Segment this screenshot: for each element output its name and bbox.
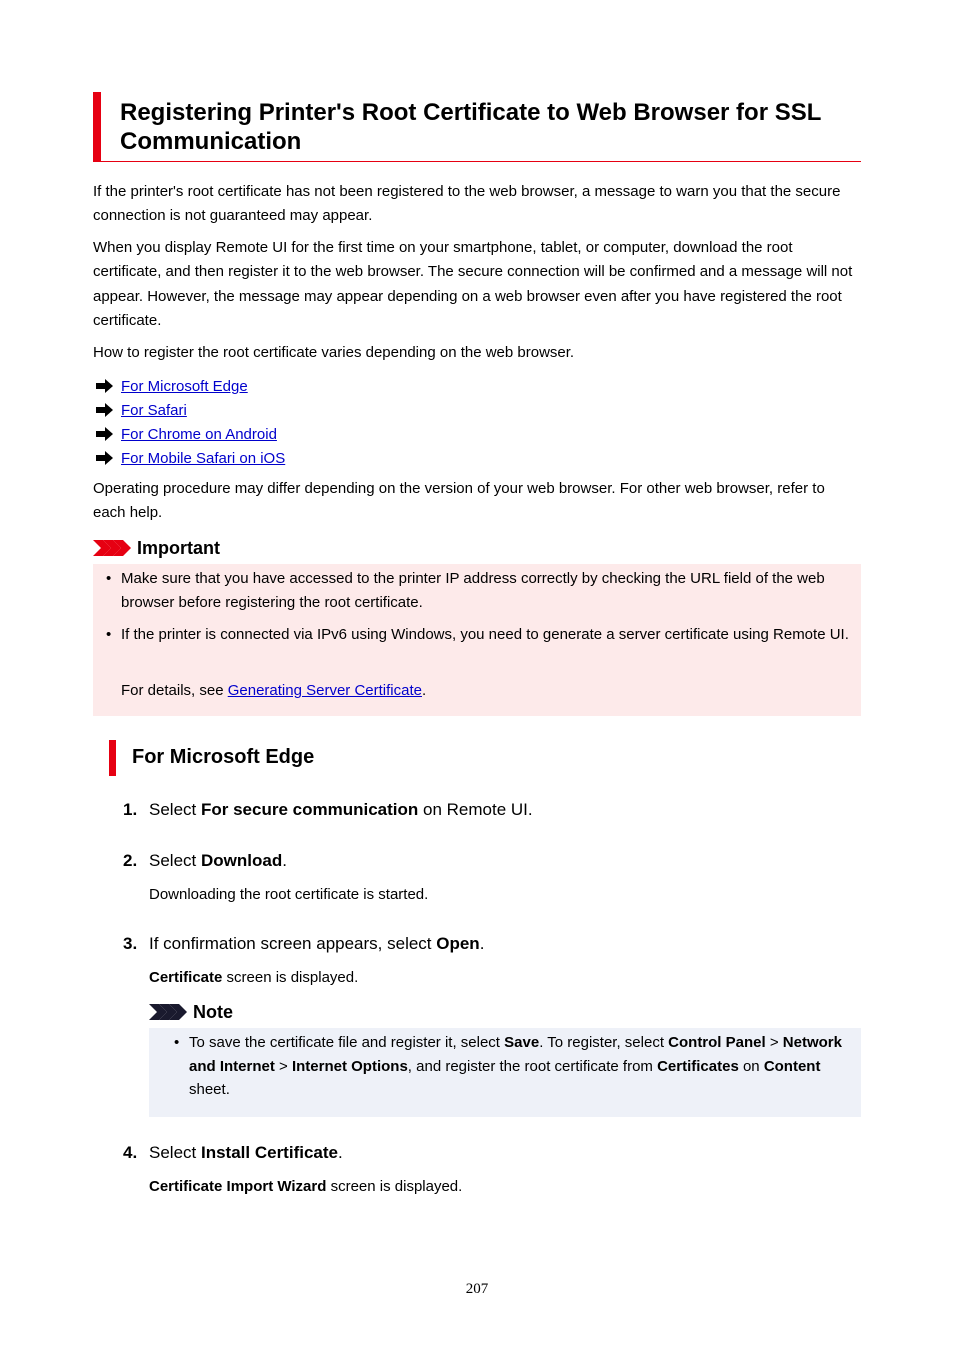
step-number: 1. <box>123 800 138 819</box>
link-generating-server-certificate[interactable]: Generating Server Certificate <box>227 682 422 699</box>
ui-term: Install Certificate <box>200 1143 338 1162</box>
ui-term: Download <box>200 851 283 870</box>
step-2-description: Downloading the root certificate is started. <box>149 886 429 903</box>
important-label: Important <box>137 537 220 558</box>
browser-link-list <box>93 374 493 470</box>
page-number: 207 <box>465 1281 489 1297</box>
page-title: Registering Printer's Root Certificate to Web Browser for SSL Communication <box>93 92 861 162</box>
link-safari[interactable]: For Safari <box>121 401 187 419</box>
link-chrome-android[interactable]: For Chrome on Android <box>121 425 277 443</box>
arrow-right-icon <box>96 403 113 417</box>
important-details <box>121 679 851 703</box>
step-4-description: Certificate Import Wizard screen is displayed. <box>149 1178 463 1195</box>
important-item-1: Make sure that you have accessed to the printer IP address correctly by checking the URL field of the web browser before registering the root certificate. <box>121 570 825 612</box>
step-2: 2. Select Download. <box>123 849 287 873</box>
link-mobile-safari-ios[interactable]: For Mobile Safari on iOS <box>121 449 286 467</box>
note-box <box>149 1028 861 1117</box>
details-suffix: . <box>421 682 427 699</box>
link-microsoft-edge[interactable]: For Microsoft Edge <box>121 377 248 395</box>
intro-paragraph-2: When you display Remote UI for the first time on your smartphone, tablet, or computer, download the root certificate, and then register it to the web browser. The secure connection will be confirmed and a message will not appear. However, the message may appear depending on a web browser even after you have registered the root certificate. <box>93 239 853 330</box>
arrow-right-icon <box>96 451 113 465</box>
list-item: • Make sure that you have accessed to the printer IP address correctly by checking the URL field of the web browser before registering the root certificate. <box>106 570 825 612</box>
list-item <box>93 446 493 470</box>
list-item: • To save the certificate file and register it, select Save. To register, select Control Panel > Network and Internet > Internet Options, and register the root certificate from Certificates on Content sheet. <box>174 1034 842 1098</box>
important-box <box>93 564 861 716</box>
intro-paragraph-3: How to register the root certificate varies depending on the web browser. <box>93 344 575 361</box>
list-item: • If the printer is connected via IPv6 using Windows, you need to generate a server certificate using Remote UI. <box>106 626 849 643</box>
step-number: 4. <box>123 1143 138 1162</box>
arrow-right-icon <box>96 379 113 393</box>
important-heading <box>93 536 220 560</box>
list-item <box>93 398 493 422</box>
note-heading <box>149 1000 233 1024</box>
version-note-paragraph: Operating procedure may differ depending on the version of your web browser. For other web browser, refer to each help. <box>93 480 825 522</box>
step-3-description: Certificate screen is displayed. <box>149 969 359 986</box>
step-4: 4. Select Install Certificate. <box>123 1141 343 1165</box>
important-item-2: If the printer is connected via IPv6 using Windows, you need to generate a server certificate using Remote UI. <box>121 626 849 643</box>
intro-paragraph-1: If the printer's root certificate has not been registered to the web browser, a message to warn you that the secure connection is not guaranteed may appear. <box>93 183 841 225</box>
arrow-right-icon <box>96 427 113 441</box>
important-arrows-icon <box>93 540 131 556</box>
step-number: 3. <box>123 934 138 953</box>
details-prefix: For details, see <box>121 682 228 699</box>
ui-term: Open <box>436 934 480 953</box>
section-title: For Microsoft Edge <box>109 740 314 776</box>
step-3: 3. If confirmation screen appears, select Open. <box>123 932 484 956</box>
step-1: 1. Select For secure communication on Remote UI. <box>123 798 533 822</box>
ui-term: For secure communication <box>200 800 419 819</box>
list-item <box>93 374 493 398</box>
step-number: 2. <box>123 851 138 870</box>
list-item <box>93 422 493 446</box>
note-arrows-icon <box>149 1004 187 1020</box>
note-label: Note <box>193 1001 233 1022</box>
